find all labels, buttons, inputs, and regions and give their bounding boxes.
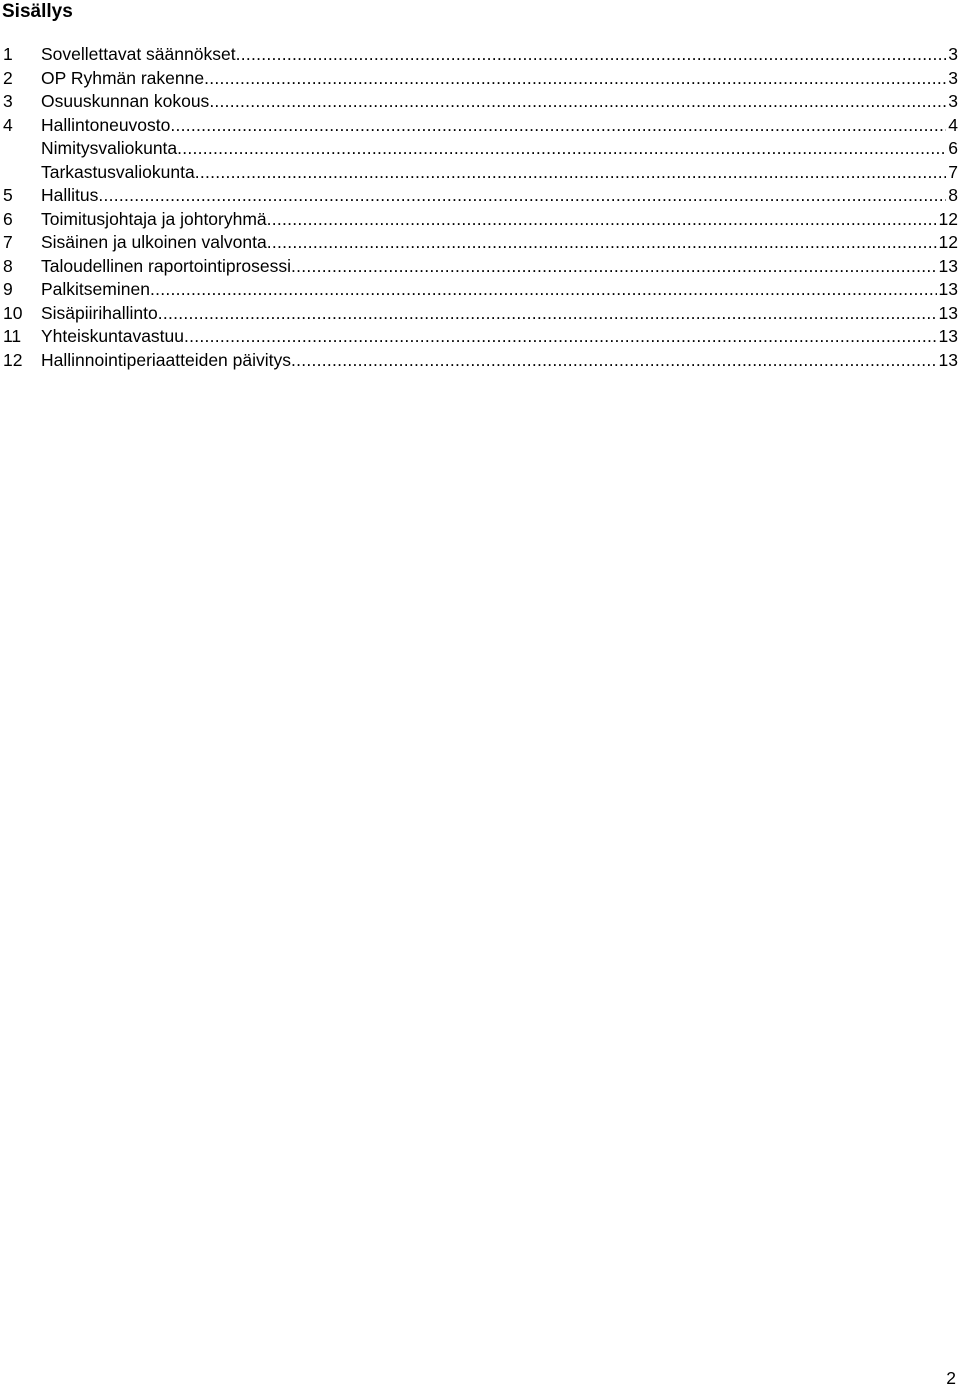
toc-entry-label: Yhteiskuntavastuu [41,326,185,346]
toc-dot-leader [98,184,946,208]
toc-entry-number: 11 [3,326,22,346]
toc-entry[interactable] [0,255,960,279]
toc-entry-number: 9 [3,279,13,299]
toc-entry-label: Osuuskunnan kokous [41,91,210,111]
page-number: 2 [946,1368,956,1388]
toc-dot-leader [184,325,937,349]
toc-list [0,43,960,372]
toc-entry-page: 13 [938,326,958,346]
toc-entry[interactable] [0,208,960,232]
toc-entry-page: 13 [938,255,958,276]
toc-entry[interactable] [0,43,960,67]
toc-entry-page: 6 [948,138,958,158]
toc-entry[interactable] [0,90,960,114]
toc-title: Sisällys [2,1,73,22]
toc-dot-leader [170,114,946,138]
toc-dot-leader [267,208,937,232]
toc-entry[interactable] [0,184,960,208]
toc-entry-number: 3 [3,91,13,111]
toc-dot-leader [195,161,947,185]
toc-dot-leader [267,231,937,255]
toc-entry-number: 7 [3,232,13,252]
toc-entry-number: 8 [3,255,13,276]
toc-entry[interactable] [0,231,960,255]
toc-entry-page: 4 [948,114,958,135]
toc-entry-number: 5 [3,185,13,205]
toc-dot-leader [291,349,937,373]
toc-entry[interactable] [0,302,960,326]
toc-dot-leader [291,255,937,279]
toc-entry-label: Nimitysvaliokunta [41,138,178,158]
toc-entry[interactable] [0,325,960,349]
toc-entry-page: 13 [938,349,958,370]
toc-entry-label: Sovellettavat säännökset [41,44,236,64]
toc-dot-leader [204,67,946,91]
toc-entry[interactable] [0,349,960,373]
toc-entry-page: 13 [938,279,958,299]
toc-entry[interactable] [0,278,960,302]
toc-entry-number: 12 [3,349,23,370]
toc-dot-leader [236,43,947,67]
toc-entry-number: 1 [3,44,13,64]
toc-entry-number: 6 [3,208,13,229]
toc-entry-label: Sisäinen ja ulkoinen valvonta [41,232,267,252]
toc-entry-label: Tarkastusvaliokunta [41,161,195,182]
toc-entry-label: OP Ryhmän rakenne [41,67,205,88]
toc-entry-page: 8 [948,185,958,205]
toc-entry-label: Sisäpiirihallinto [41,302,158,323]
toc-entry-page: 3 [948,67,958,88]
toc-entry-label: Hallintoneuvosto [41,114,171,135]
toc-entry[interactable] [0,67,960,91]
toc-dot-leader [177,137,946,161]
toc-entry-page: 12 [938,208,958,229]
toc-entry-page: 3 [948,44,958,64]
toc-entry[interactable] [0,114,960,138]
toc-entry-number: 10 [3,302,23,323]
toc-entry-label: Toimitusjohtaja ja johtoryhmä [41,208,267,229]
toc-entry-label: Hallinnointiperiaatteiden päivitys [41,349,292,370]
toc-entry-page: 7 [948,161,958,182]
toc-entry-page: 12 [938,232,958,252]
toc-entry-label: Hallitus [41,185,99,205]
toc-dot-leader [209,90,946,114]
toc-subentry[interactable] [0,161,960,185]
toc-entry-number: 2 [3,67,13,88]
toc-subentry[interactable] [0,137,960,161]
toc-entry-page: 13 [938,302,958,323]
toc-entry-label: Taloudellinen raportointiprosessi [41,255,292,276]
toc-dot-leader [150,278,937,302]
toc-entry-page: 3 [948,91,958,111]
toc-entry-number: 4 [3,114,13,135]
toc-entry-label: Palkitseminen [41,279,150,299]
toc-dot-leader [158,302,937,326]
